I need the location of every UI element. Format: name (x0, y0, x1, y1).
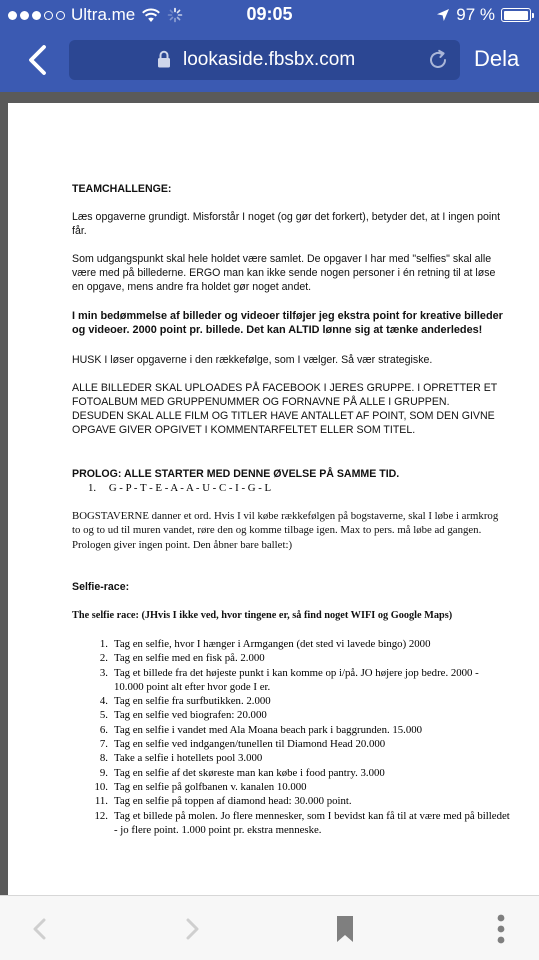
task-text: Tag en selfie ved indgangen/tunellen til Diamond Head 20.000 (114, 738, 386, 751)
task-list-item (90, 694, 510, 708)
back-arrow-icon (32, 918, 46, 940)
task-list-item (90, 809, 510, 838)
prolog-text: BOGSTAVERNE danner et ord. Hvis I vil købe rækkefølgen på bogstaverne, skal I løbe i armkrog to og to ud til muren vandet, røre den og komme tilbage igen. Max to pers. må løbe ad gangen. Prologen giver ingen point. Den åbner bare ballet:) (72, 510, 499, 551)
task-number: 10. (94, 780, 108, 793)
task-number: 9. (99, 766, 108, 779)
carrier-name: Ultra.me (71, 5, 136, 24)
task-text: Tag en selfie, hvor I hænger i Armgangen (det sted vi lavede bingo) 2000 (114, 638, 431, 650)
task-text: Tag et billede fra det højeste punkt i kan komme op i/på. JO højere jop bedre. 2000 - 10.000 point alt efter hvor gode I er. (114, 666, 479, 693)
task-number: 3. (99, 666, 108, 679)
task-number: 7. (99, 738, 108, 751)
selfie-task-list (90, 637, 510, 837)
document-viewer[interactable] (0, 92, 539, 895)
doc-paragraph-4: HUSK I løser opgaverne i den rækkefølge, som I vælger. Så vær strategiske. (72, 354, 433, 366)
status-bar (0, 0, 539, 30)
status-right (436, 5, 531, 25)
bookmark-icon (335, 915, 355, 943)
task-number: 6. (99, 723, 108, 736)
more-vertical-icon (497, 914, 505, 944)
task-number: 4. (99, 695, 108, 708)
share-button[interactable]: Dela (474, 46, 520, 71)
task-number: 8. (99, 752, 108, 765)
doc-paragraph-2: Som udgangspunkt skal hele holdet være samlet. De opgaver I har med "selfies" skal alle være med på billederne. ERGO man kan ikke sende nogen personer i én retning til at løse en opgave, mens andre fra holdet gør noget andet. (72, 253, 496, 293)
location-arrow-icon (436, 8, 450, 22)
task-list-item (90, 794, 510, 808)
task-number: 11. (94, 795, 108, 808)
address-bar[interactable] (69, 40, 460, 80)
task-number: 5. (99, 709, 108, 722)
task-text: Tag en selfie fra surfbutikken. 2.000 (114, 695, 271, 708)
task-list-item (90, 737, 510, 751)
doc-paragraph-3: I min bedømmelse af billeder og videoer tilføjer jeg ekstra point for kreative billeder og videoer. 2000 point pr. billede. Det kan ALTID lønne sig at tænke anderledes! (72, 310, 503, 336)
task-list-item (90, 751, 510, 765)
browser-toolbar (0, 895, 539, 960)
bookmark-button[interactable] (330, 914, 360, 944)
doc-paragraph-1: Læs opgaverne grundigt. Misforstår I noget (og gør det forkert), betyder det, at I ingen point får. (72, 211, 501, 237)
reload-icon[interactable] (426, 48, 450, 72)
prolog-item-number: 1. (88, 482, 97, 494)
task-number: 12. (94, 809, 108, 822)
task-text: Tag en selfie ved biografen: 20.000 (114, 709, 267, 722)
browser-nav-bar (0, 30, 539, 92)
task-text: Tag en selfie på toppen af diamond head: 30.000 point. (114, 795, 352, 808)
task-number: 1. (99, 638, 108, 650)
prolog-item (88, 481, 518, 495)
doc-heading: TEAMCHALLENGE: (72, 183, 172, 195)
selfie-race-heading: Selfie-race: (72, 581, 130, 593)
back-button[interactable] (18, 40, 56, 80)
task-text: Take a selfie i hotellets pool 3.000 (114, 752, 263, 765)
more-menu-button[interactable] (486, 914, 516, 944)
doc-paragraph-5: ALLE BILLEDER SKAL UPLOADES PÅ FACEBOOK I JERES GRUPPE. I OPRETTER ET FOTOALBUM MED GRUPPENUMMER OG FORNAVNE PÅ ALLE I GRUPPEN. DESUDEN SKAL ALLE FILM OG TITLER HAVE ANTALLET AF POINT, SOM DEN GIVNE OPGAVE GIVER OPGIVET I KOMMENTARFELTET ELLER SOM TITEL. (72, 382, 498, 436)
chevron-left-icon (27, 44, 47, 76)
status-time: 09:05 (246, 4, 293, 24)
forward-arrow-icon (186, 918, 200, 940)
battery-level (504, 11, 528, 20)
task-list-item (90, 637, 510, 651)
lock-icon (157, 50, 171, 68)
task-list-item (90, 651, 510, 665)
toolbar-back-button[interactable] (24, 914, 54, 944)
prolog-heading: PROLOG: ALLE STARTER MED DENNE ØVELSE PÅ SAMME TID. (72, 468, 400, 480)
browser-top-bar (0, 0, 539, 92)
selfie-race-subheading: The selfie race: (JHvis I ikke ved, hvor tingene er, så find noget WIFI og Google Maps) (72, 610, 453, 621)
task-text: Tag en selfie i vandet med Ala Moana beach park i baggrunden. 15.000 (114, 723, 423, 736)
task-list-item (90, 766, 510, 780)
document-page (8, 103, 539, 895)
task-list-item (90, 780, 510, 794)
task-text: Tag en selfie af det skøreste man kan købe i food pantry. 3.000 (114, 766, 385, 779)
toolbar-forward-button[interactable] (178, 914, 208, 944)
task-list-item (90, 723, 510, 737)
task-text: Tag en selfie med en fisk på. 2.000 (114, 652, 265, 665)
task-list-item (90, 708, 510, 722)
task-list-item (90, 666, 510, 695)
task-text: Tag en selfie på golfbanen v. kanalen 10.000 (114, 780, 307, 793)
task-text: Tag et billede på molen. Jo flere mennesker, som I bevidst kan få til at være med på billedet - jo flere point. 1.000 point pr. ekstra menneske. (114, 809, 510, 836)
task-number: 2. (99, 652, 108, 665)
prolog-letters: G - P - T - E - A - A - U - C - I - G - L (108, 482, 272, 494)
battery-icon (501, 8, 531, 22)
url-text: lookaside.fbsbx.com (183, 49, 356, 70)
battery-percent: 97 % (456, 5, 495, 24)
